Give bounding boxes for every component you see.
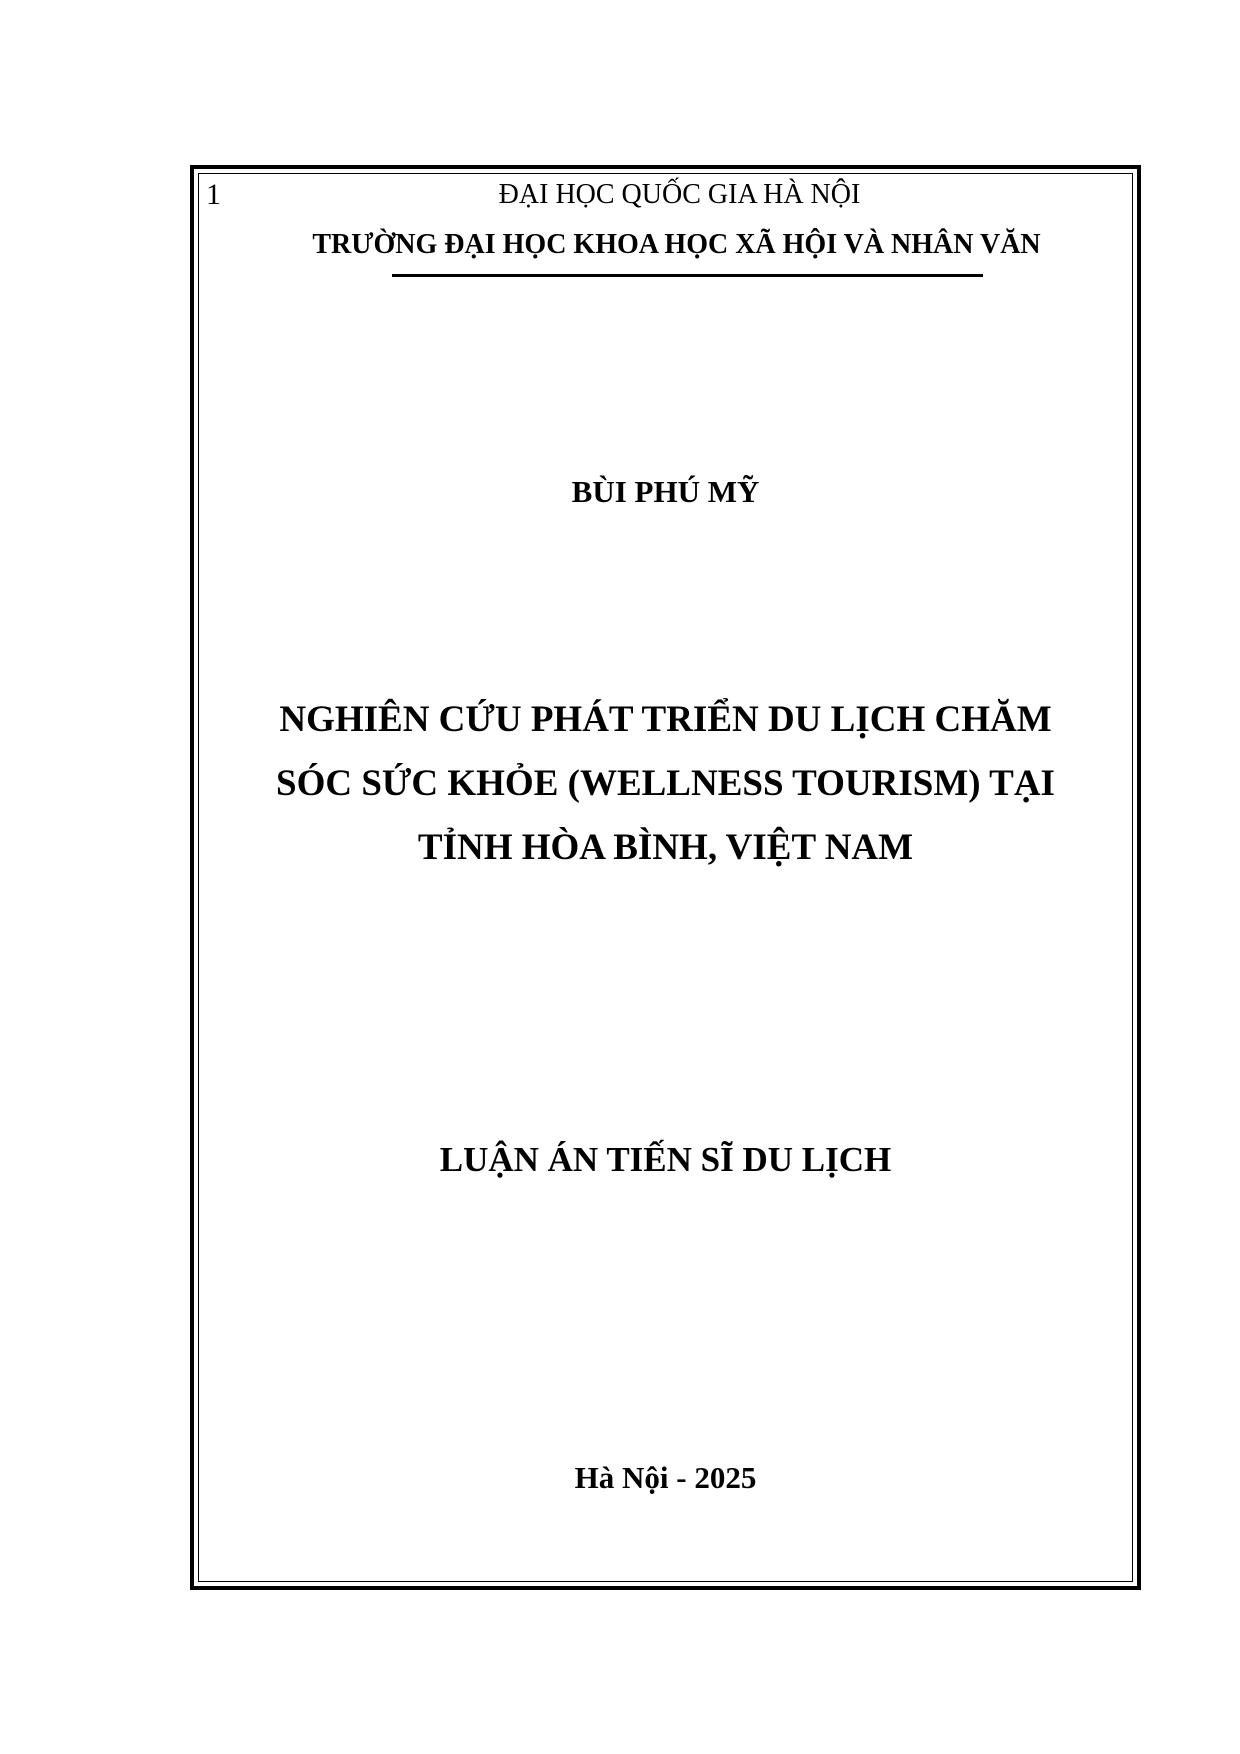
thesis-title-line: SÓC SỨC KHỎE (WELLNESS TOURISM) TẠI [276, 763, 1055, 804]
thesis-title [198, 688, 1133, 880]
faculty-name: TRƯỜNG ĐẠI HỌC KHOA HỌC XÃ HỘI VÀ NHÂN VĂN [312, 229, 1041, 260]
place-and-year: Hà Nội - 2025 [574, 1460, 757, 1495]
thesis-title-line: TỈNH HÒA BÌNH, VIỆT NAM [417, 827, 914, 868]
university-name: ĐẠI HỌC QUỐC GIA HÀ NỘI [498, 179, 861, 210]
degree-label: LUẬN ÁN TIẾN SĨ DU LỊCH [439, 1140, 892, 1179]
header-divider [392, 274, 983, 277]
page-number: 1 [206, 178, 221, 211]
thesis-title-line: NGHIÊN CỨU PHÁT TRIỂN DU LỊCH CHĂM [279, 699, 1052, 740]
author-name: BÙI PHÚ MỸ [571, 474, 760, 509]
